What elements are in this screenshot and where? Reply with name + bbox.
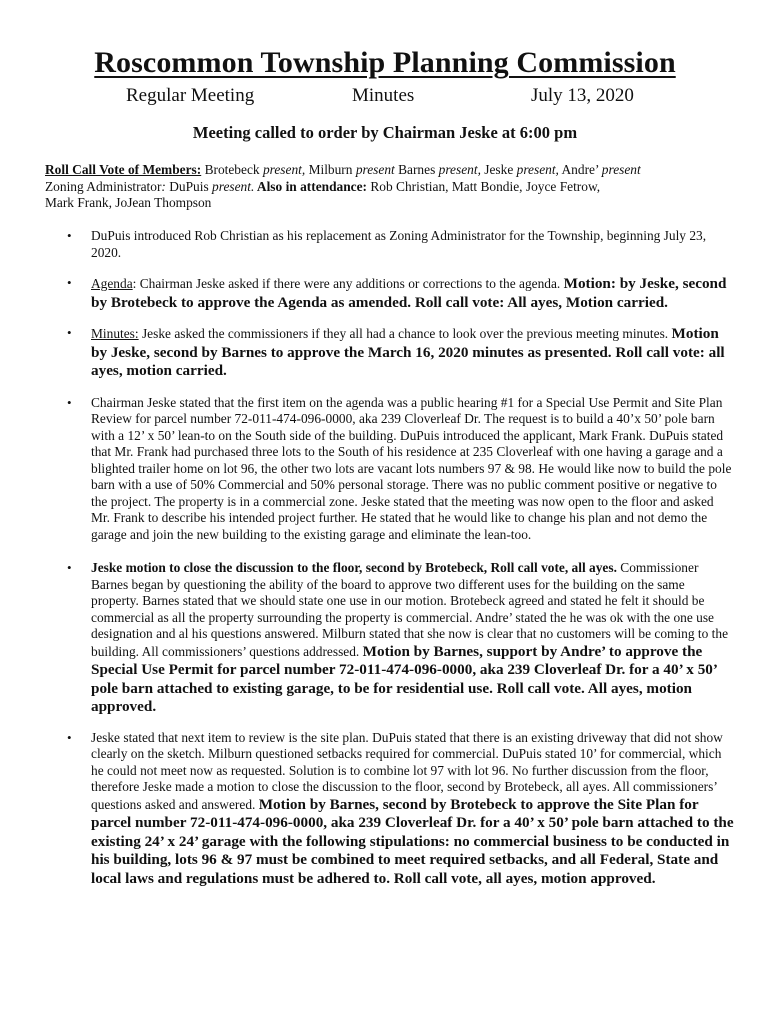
bullet-icon: • (67, 275, 72, 290)
motion-text: Motion by Barnes, second by Brotebeck to approve the Site Plan for parcel number 72-011-474-096-0000, aka 239 Cloverleaf Dr. for a 40’ x 50’ pole barn attached to the existing 24’ x 24’ garage with the following stipulations: no commercial business to be conducted in his building, lots 96 & 97 must be combined to meet required setbacks, and all Federal, State and local laws and regulations must be adhered to. Roll call vote, all ayes, motion approved. (91, 795, 734, 887)
motion-text: Motion: by Jeske, second by Brotebeck to approve the Agenda as amended. Roll call vote: All ayes, Motion carried. (91, 275, 727, 311)
meeting-date: July 13, 2020 (531, 85, 634, 106)
bullet-icon: • (67, 560, 72, 575)
list-item: • Minutes: Jeske asked the commissioners if they all had a chance to look over the previous meeting minutes. Motion by Jeske, second by Barnes to approve the March 16, 2020 minutes as presented. Roll call vote: all ayes, motion carried. (67, 325, 725, 379)
list-item: • Jeske motion to close the discussion to the floor, second by Brotebeck, Roll call vote, all ayes. Commissioner Barnes began by questioning the ability of the board to approve two different uses for the building on the same property. Barnes stated that we should state one use in our motion. Brotebeck agreed and stated he felt it should be commercial as all the property surrounding the property is commercial. Andre’ stated the he was ok with the one use designation and al his questions answered. Milburn stated that she now is clear that no customers will be coming to the building. All commissioners’ questions addressed. Motion by Barnes, support by Andre’ to approve the Special Use Permit for parcel number 72-011-474-096-0000, aka 239 Cloverleaf Dr. for a 40’ x 50’ pole barn attached to existing garage, to be for residential use. Roll call vote. All ayes, motion approved. (67, 560, 729, 715)
roll-call-label: Roll Call Vote of Members: (45, 162, 202, 177)
list-item: • DuPuis introduced Rob Christian as his replacement as Zoning Administrator for the Township, beginning July 23, 2020. (67, 228, 707, 260)
call-to-order: Meeting called to order by Chairman Jeske at 6:00 pm (192, 123, 578, 142)
bullet-icon: • (67, 394, 72, 410)
roll-call-section: Roll Call Vote of Members: Brotebeck present, Milburn present Barnes present, Jeske present, Andre’ present Zoning Administrator: DuPuis present. Also in attendance: Rob Christian, Matt Bondie, Joyce Fetrow, Mark Frank, JoJean Thompson (45, 162, 641, 210)
document-title: Roscommon Township Planning Commission (94, 46, 676, 79)
meeting-type: Regular Meeting (126, 85, 255, 106)
agenda-label: Agenda (91, 276, 133, 291)
document-type: Minutes (352, 85, 415, 106)
motion-lead: Jeske motion to close the discussion to the floor, second by Brotebeck, Roll call vote, all ayes. (91, 560, 617, 575)
bullet-icon: • (67, 325, 72, 340)
list-item: • Chairman Jeske stated that the first item on the agenda was a public hearing #1 for a Special Use Permit and Site Plan Review for parcel number 72-011-474-096-0000, aka 239 Cloverleaf Dr. The request is to build a 40’x 50’ pole barn with a 12’ x 50’ lean-to on the South side of the building. DuPuis introduced the applicant, Mark Frank. DuPuis stated that Mr. Frank had purchased three lots to the South of his residence at 235 Cloverleaf with one having a garage and a blighted trailer home on lot 96, the other two lots are vacant lots numbers 97 & 98. He would like now to build the pole barn with a use of 50% Commercial and 50% personal storage. There was no public comment positive or negative to the project. The property is in a commercial zone. Jeske stated that the meeting was now open to the floor and asked Mr. Frank to describe his intended project further. He stated that he would like to change his plan and not demo the garage and join the new building to the existing garage and eliminate the lean-too. (67, 394, 732, 542)
minutes-list (45, 228, 735, 888)
bullet-icon: • (67, 228, 72, 243)
also-attendance-label: Also in attendance: (254, 178, 368, 194)
list-item: • Jeske stated that next item to review is the site plan. DuPuis stated that there is an existing driveway that did not show clearly on the sketch. Milburn questioned setbacks required for commercial. DuPuis stated 10’ for commercial, which he could not meet now as requested. Solution is to combine lot 97 with lot 96. No further discussion from the floor, therefore Jeske made a motion to close the discussion to the floor, second by Brotebeck, all ayes. All commissioners’ questions asked and answered. Motion by Barnes, second by Brotebeck to approve the Site Plan for parcel number 72-011-474-096-0000, aka 239 Cloverleaf Dr. for a 40’ x 50’ pole barn attached to the existing 24’ x 24’ garage with the following stipulations: no commercial business to be conducted in his building, lots 96 & 97 must be combined to meet required setbacks, and all Federal, State and local laws and regulations must be adhered to. Roll call vote, all ayes, motion approved. (67, 729, 734, 887)
motion-text: Motion by Jeske, second by Barnes to approve the March 16, 2020 minutes as presented. Roll call vote: all ayes, motion carried. (91, 325, 725, 379)
minutes-label: Minutes: (91, 326, 139, 341)
list-item: • Agenda: Chairman Jeske asked if there were any additions or corrections to the agenda. Motion: by Jeske, second by Brotebeck to approve the Agenda as amended. Roll call vote: All ayes, Motion carried. (67, 275, 727, 311)
motion-text: Motion by Barnes, support by Andre’ to approve the Special Use Permit for parcel number 72-011-474-096-0000, aka 239 Cloverleaf Dr. for a 40’ x 50’ pole barn attached to existing garage, to be for residential use. Roll call vote. All ayes, motion approved. (91, 642, 717, 715)
bullet-icon: • (67, 729, 72, 745)
